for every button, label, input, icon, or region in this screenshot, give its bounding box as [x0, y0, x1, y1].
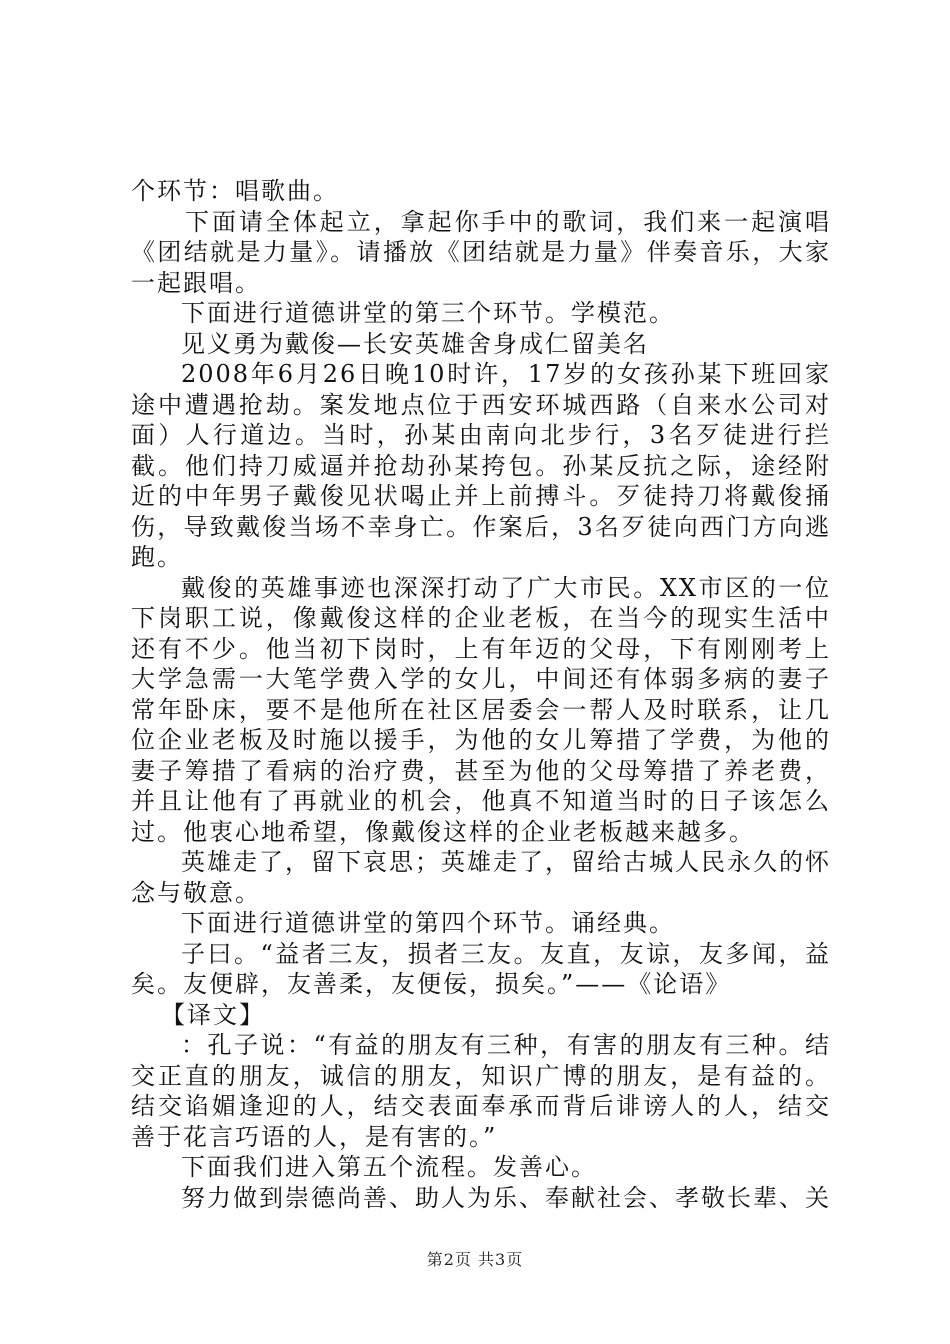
document-body — [131, 176, 831, 1213]
paragraph-tribute: 英雄走了，留下哀思；英雄走了，留给古城人民永久的怀念与敬意。 — [131, 848, 831, 907]
paragraph-incident: 2008年6月26日晚10时许，17岁的女孩孙某下班回家途中遭遇抢劫。案发地点位于西安环城西路（自来水公司对面）人行道边。当时，孙某由南向北步行，3名歹徒进行拦截。他们持刀威逼并抢劫孙某挎包。孙某反抗之际，途经附近的中年男子戴俊见状喝止并上前搏斗。歹徒持刀将戴俊捅伤，导致戴俊当场不幸身亡。作案后，3名歹徒向西门方向逃跑。 — [131, 360, 831, 571]
section-heading-hero: 见义勇为戴俊—长安英雄舍身成仁留美名 — [181, 329, 649, 358]
paragraph-third-segment: 下面进行道德讲堂的第三个环节。学模范。 — [181, 299, 675, 327]
paragraph-continuation: 个环节：唱歌曲。 — [131, 177, 339, 205]
page-footer: 第2页 共3页 — [426, 1250, 524, 1269]
paragraph-fifth-segment: 下面我们进入第五个流程。发善心。 — [181, 1153, 597, 1181]
paragraph-fourth-segment: 下面进行道德讲堂的第四个环节。诵经典。 — [181, 909, 675, 937]
paragraph-song-instruction: 下面请全体起立，拿起你手中的歌词，我们来一起演唱《团结就是力量》。请播放《团结就是力量》伴奏音乐，大家一起跟唱。 — [131, 207, 831, 297]
translation-heading: 【译文】 — [161, 1000, 265, 1029]
paragraph-goodwill: 努力做到崇德尚善、助人为乐、奉献社会、孝敬长辈、关 — [181, 1183, 831, 1212]
paragraph-classic-quote: 子曰。“益者三友，损者三友。友直，友谅，友多闻，益矣。友便辟，友善柔，友便佞，损矣。”——《论语》 — [131, 939, 831, 998]
paragraph-public-reaction: 戴俊的英雄事迹也深深打动了广大市民。XX市区的一位下岗职工说，像戴俊这样的企业老板，在当今的现实生活中还有不少。他当初下岗时，上有年迈的父母，下有刚刚考上大学急需一大笔学费入学的女儿，中间还有体弱多病的妻子常年卧床，要不是他所在社区居委会一帮人及时联系，让几位企业老板及时施以援手，为他的女儿筹措了学费，为他的妻子筹措了看病的治疗费，甚至为他的父母筹措了养老费，并且让他有了再就业的机会，他真不知道当时的日子该怎么过。他衷心地希望，像戴俊这样的企业老板越来越多。 — [131, 573, 831, 846]
paragraph-translation: ：孔子说：“有益的朋友有三种，有害的朋友有三种。结交正直的朋友，诚信的朋友，知识广博的朋友，是有益的。结交谄媚逢迎的人，结交表面奉承而背后诽谤人的人，结交善于花言巧语的人，是有害的。” — [131, 1031, 831, 1151]
